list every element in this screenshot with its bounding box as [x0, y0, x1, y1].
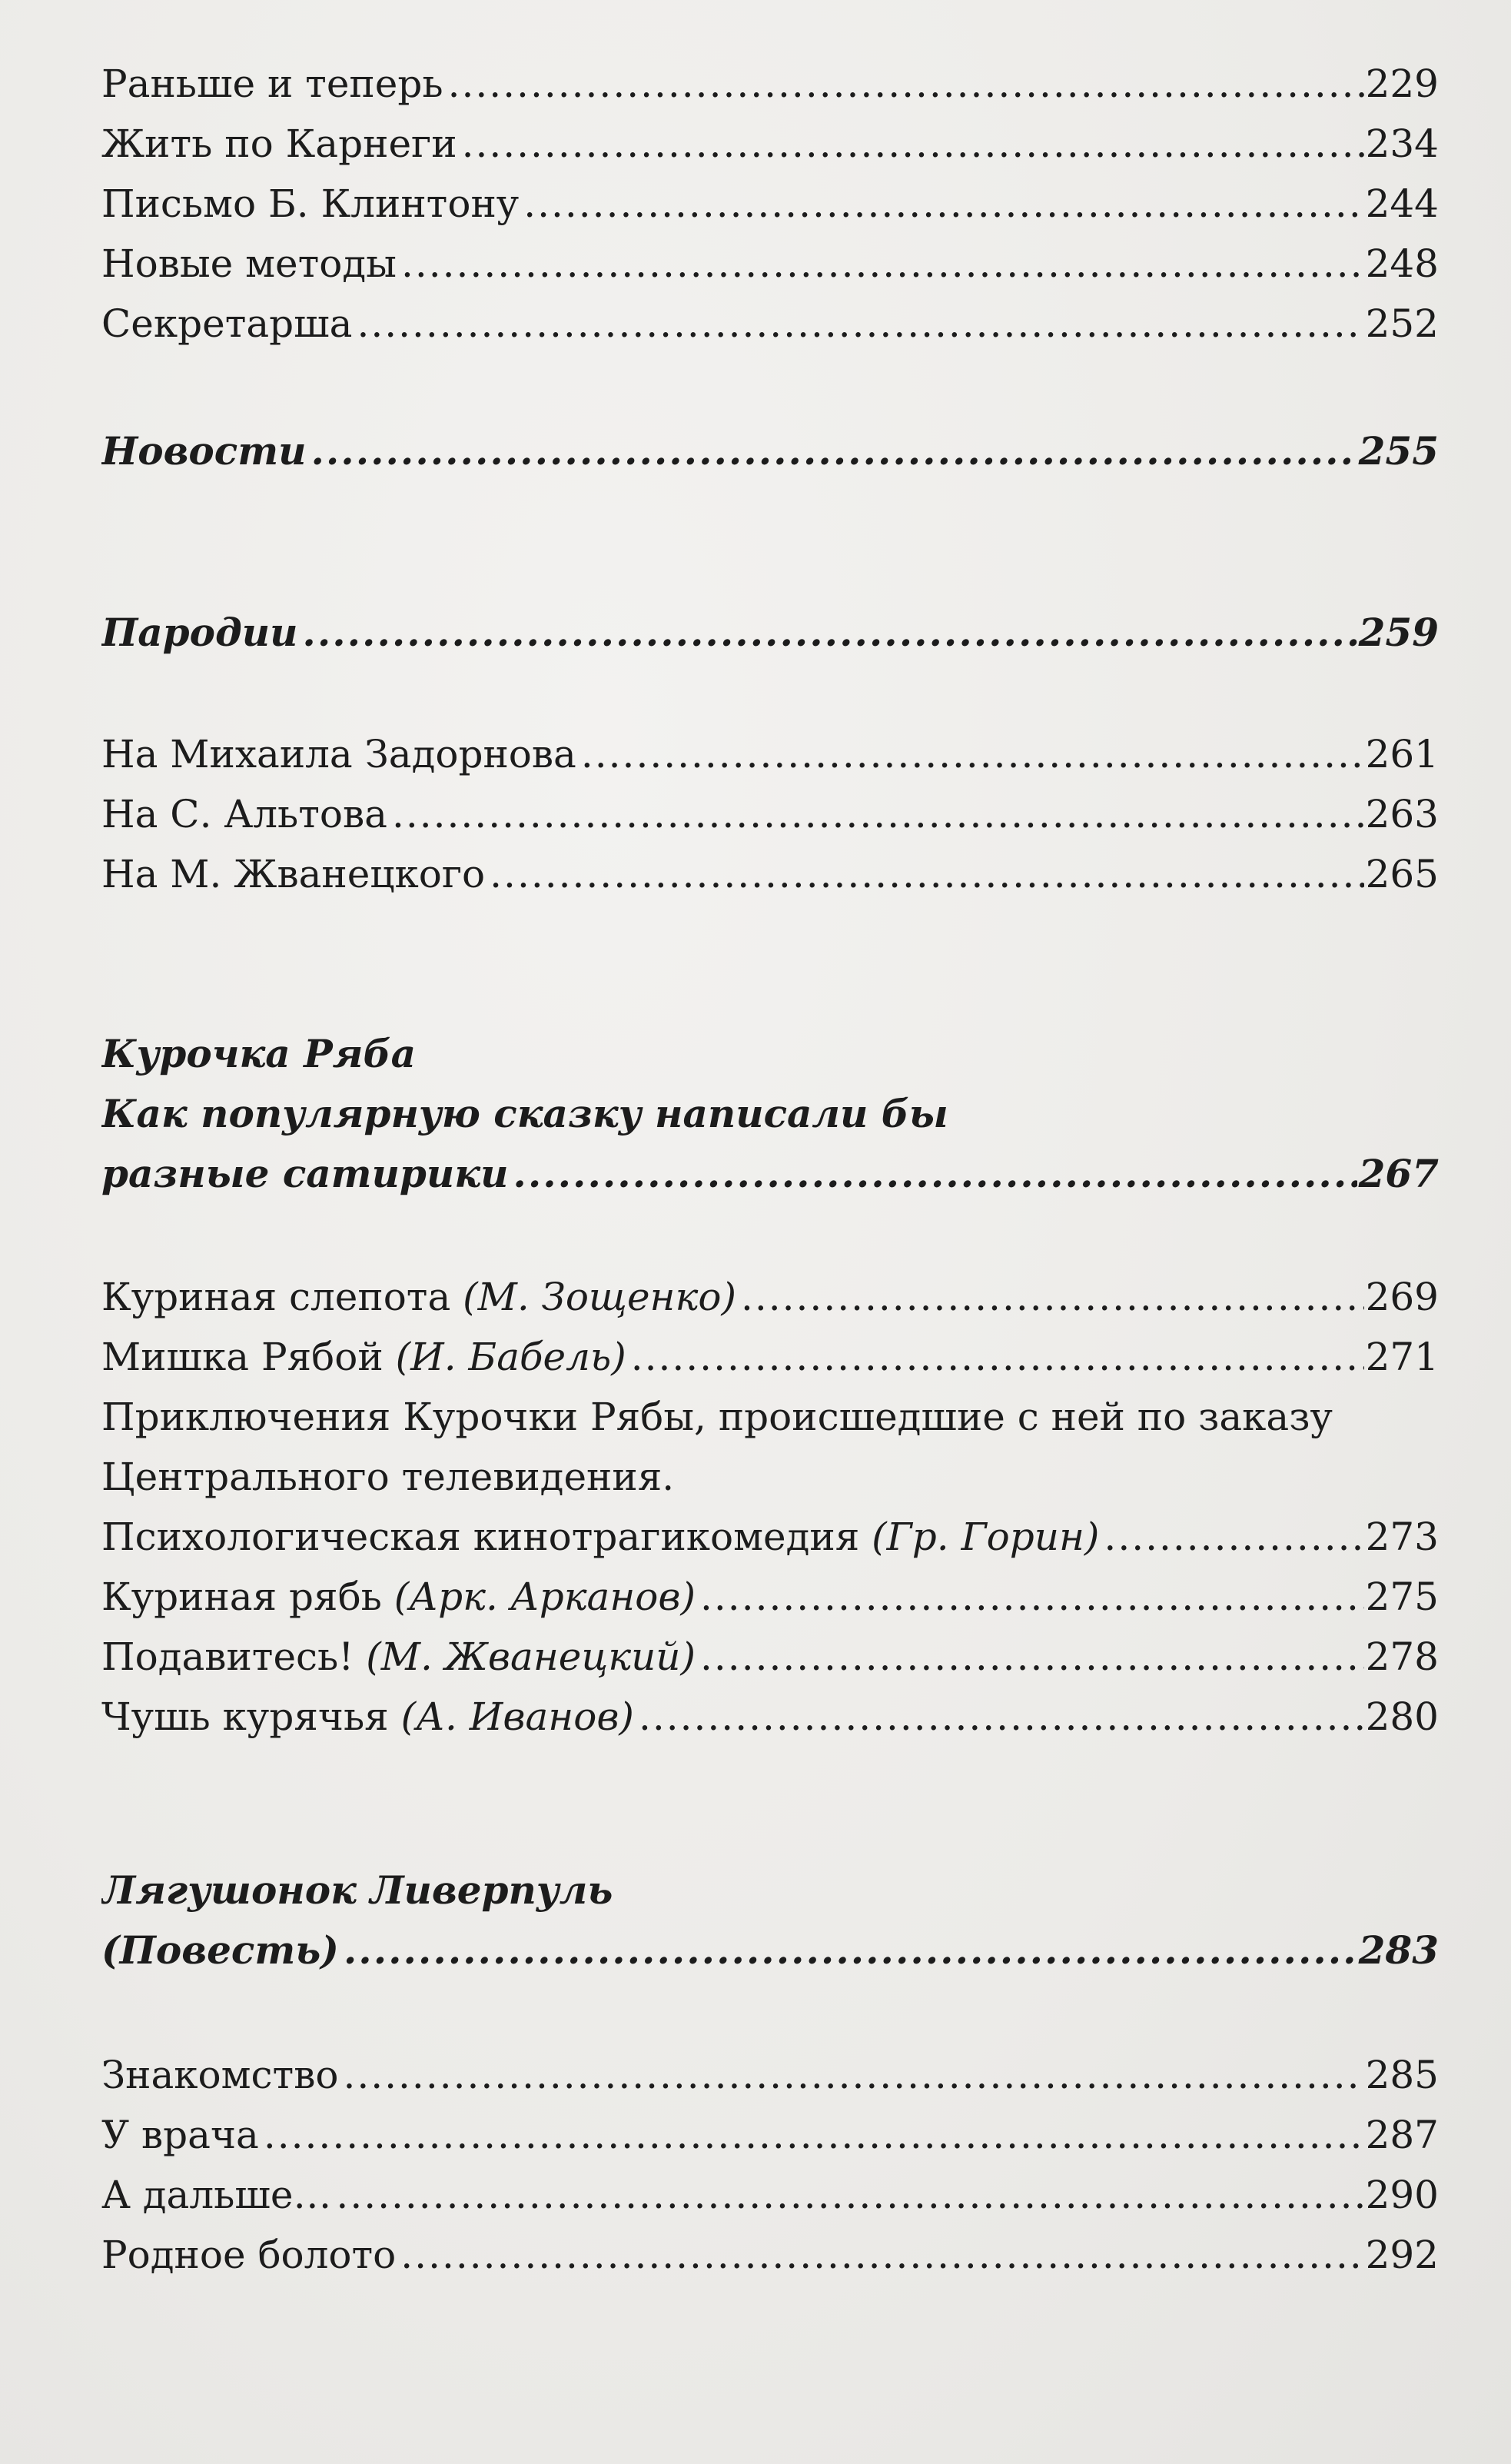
entry-author: (И. Бабель)	[395, 1335, 626, 1379]
entry-title: Родное болото	[101, 2233, 397, 2277]
section-title: Пародии	[101, 610, 298, 655]
toc-entry-priklyucheniya-line2	[101, 1447, 1439, 1507]
leader-dots	[581, 724, 1364, 784]
entry-author: (Гр. Горин)	[872, 1515, 1100, 1559]
entry-page: 292	[1365, 2233, 1439, 2277]
entry-title: Раньше и теперь	[101, 62, 443, 106]
leader-dots	[741, 1267, 1364, 1327]
leader-dots	[302, 603, 1357, 663]
leader-dots	[700, 1627, 1364, 1687]
entry-page: 290	[1365, 2173, 1439, 2217]
toc-entry-zhit-po-karnegi	[101, 114, 1439, 174]
section-title: Курочка Ряба	[101, 1031, 416, 1076]
leader-dots	[392, 784, 1364, 844]
toc-entry-znakomstvo	[101, 2045, 1439, 2105]
leader-dots	[343, 2045, 1363, 2105]
toc-section-subtitle-line1	[101, 1084, 1439, 1144]
leader-dots	[357, 294, 1363, 354]
toc-entry-ranshe-i-teper	[101, 54, 1439, 114]
leader-dots	[513, 1144, 1357, 1204]
entry-page: 278	[1365, 1634, 1439, 1679]
entry-title: Секретарша	[101, 301, 353, 346]
entry-title: На С. Альтова	[101, 792, 387, 836]
toc-section-kurochka-ryaba	[101, 1024, 1439, 1084]
toc-entry-na-altova	[101, 784, 1439, 844]
leader-dots	[264, 2105, 1364, 2165]
section-subtitle: Как популярную сказку написали бы	[101, 1091, 948, 1136]
toc-entry-na-zadornova	[101, 724, 1439, 784]
entry-page: 280	[1365, 1694, 1439, 1739]
section-title: Лягушонок Ливерпуль	[101, 1867, 613, 1913]
toc-entry-novye-metody	[101, 234, 1439, 294]
entry-page: 252	[1365, 301, 1439, 346]
entry-page: 255	[1358, 428, 1439, 474]
leader-dots	[1104, 1507, 1363, 1567]
entry-title: Мишка Рябой	[101, 1335, 396, 1379]
entry-page: 267	[1358, 1151, 1439, 1196]
entry-author: (А. Иванов)	[400, 1694, 634, 1739]
entry-page: 271	[1365, 1335, 1439, 1379]
entry-author: (Арк. Арканов)	[394, 1574, 696, 1619]
toc-entry-pismo-klintonu	[101, 174, 1439, 234]
toc-section-povest	[101, 1920, 1439, 1980]
toc-entry-sekretarsha	[101, 294, 1439, 354]
toc-entry-kinotragikomediya	[101, 1507, 1439, 1567]
entry-page: 263	[1365, 792, 1439, 836]
section-subtitle: (Повесть)	[101, 1927, 339, 1973]
toc-section-lyagushonok	[101, 1860, 1439, 1920]
toc-entry-rodnoe-boloto	[101, 2225, 1439, 2285]
entry-page: 275	[1365, 1574, 1439, 1619]
leader-dots	[462, 114, 1364, 174]
entry-page: 248	[1365, 241, 1439, 286]
entry-title: Центрального телевидения.	[101, 1455, 675, 1499]
entry-page: 261	[1365, 732, 1439, 776]
toc-entry-podavites	[101, 1627, 1439, 1687]
leader-dots	[400, 2225, 1363, 2285]
entry-page: 259	[1358, 610, 1439, 655]
entry-page: 273	[1365, 1515, 1439, 1559]
leader-dots	[700, 1567, 1364, 1627]
toc-entry-kurinaya-ryab	[101, 1567, 1439, 1627]
leader-dots	[631, 1327, 1364, 1387]
entry-title: Письмо Б. Клинтону	[101, 181, 520, 226]
entry-author: (М. Жванецкий)	[366, 1634, 696, 1679]
entry-page: 244	[1365, 181, 1439, 226]
entry-page: 234	[1365, 121, 1439, 166]
entry-title: На Михаила Задорнова	[101, 732, 576, 776]
toc-section-novosti	[101, 421, 1439, 481]
toc-entry-na-zhvanetskogo	[101, 844, 1439, 904]
entry-page: 229	[1365, 62, 1439, 106]
toc-entry-chush-kuryachya	[101, 1687, 1439, 1747]
section-title: Новости	[101, 428, 307, 474]
entry-title: Подавитесь!	[101, 1634, 367, 1679]
entry-page: 283	[1358, 1927, 1439, 1973]
entry-title: У врача	[101, 2113, 259, 2157]
entry-title: Психологическая кинотрагикомедия	[101, 1515, 872, 1559]
entry-title: А дальше…	[101, 2173, 332, 2217]
toc-entry-a-dalshe	[101, 2165, 1439, 2225]
leader-dots	[344, 1920, 1357, 1980]
leader-dots	[401, 234, 1364, 294]
entry-title: На М. Жванецкого	[101, 852, 486, 896]
entry-title: Новые методы	[101, 241, 397, 286]
toc-section-parodii	[101, 603, 1439, 663]
toc-entry-mishka-ryaboy	[101, 1327, 1439, 1387]
toc-entry-priklyucheniya-line1	[101, 1387, 1439, 1447]
entry-title: Приключения Курочки Рябы, происшедшие с ней по заказу	[101, 1395, 1333, 1439]
entry-title: Знакомство	[101, 2053, 339, 2097]
toc-section-subtitle-line2	[101, 1144, 1439, 1204]
entry-page: 285	[1365, 2053, 1439, 2097]
entry-title: Жить по Карнеги	[101, 121, 457, 166]
entry-page: 265	[1365, 852, 1439, 896]
entry-title: Чушь курячья	[101, 1694, 401, 1739]
leader-dots	[336, 2165, 1363, 2225]
leader-dots	[448, 54, 1364, 114]
leader-dots	[523, 174, 1363, 234]
entry-page: 287	[1365, 2113, 1439, 2157]
leader-dots	[639, 1687, 1364, 1747]
entry-author: (М. Зощенко)	[463, 1275, 736, 1319]
entry-title: Куриная слепота	[101, 1275, 463, 1319]
leader-dots	[490, 844, 1363, 904]
toc-entry-u-vracha	[101, 2105, 1439, 2165]
toc-entry-kurinaya-slepota	[101, 1267, 1439, 1327]
leader-dots	[311, 421, 1357, 481]
entry-page: 269	[1365, 1275, 1439, 1319]
entry-title: Куриная рябь	[101, 1574, 394, 1619]
section-subtitle: разные сатирики	[101, 1151, 509, 1196]
